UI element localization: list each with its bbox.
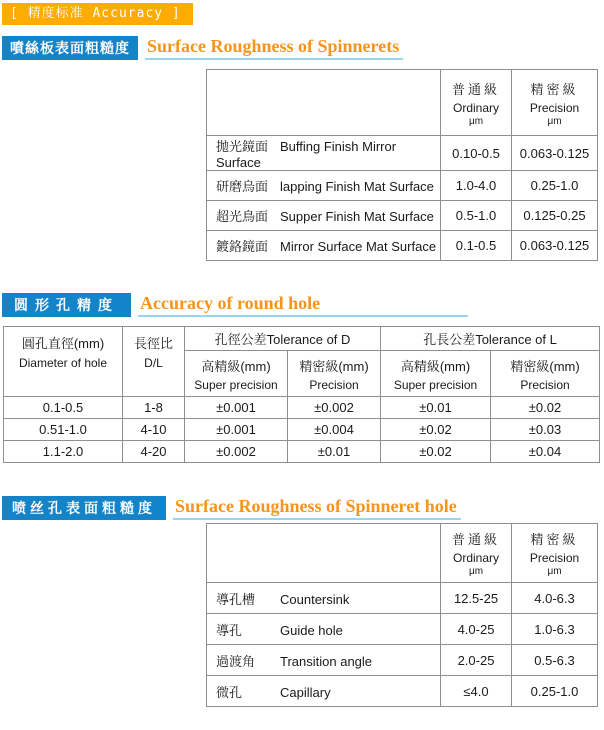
col-precision-en: Precision: [529, 100, 580, 115]
row-label-zh: 拋光鏡面: [216, 139, 269, 154]
row-label-zh: 過渡角: [216, 653, 256, 669]
row-label-zh: 導孔槽: [216, 591, 256, 607]
table-row: [207, 583, 598, 614]
value-precision: 0.25-1.0: [512, 676, 598, 707]
col-ordinary-en: Ordinary: [452, 100, 499, 115]
section-round-hole-title: Accuracy of round hole: [138, 293, 468, 317]
col-diameter-zh: 圓孔直徑(mm): [21, 336, 105, 351]
table-round-hole: [3, 326, 600, 463]
sub-d-super-header: [185, 351, 288, 397]
row-label-cell: [207, 614, 441, 645]
value-precision: 0.063-0.125: [512, 136, 598, 171]
cell-diameter: 1.1-2.0: [4, 441, 123, 463]
row-label-cell: [207, 136, 441, 171]
section-spinneret-hole-badge: 喷丝孔表面粗糙度: [2, 496, 166, 520]
table-header-row: [207, 524, 598, 583]
col-ratio-en: D/L: [144, 356, 163, 370]
cell-d-precision: ±0.01: [288, 441, 381, 463]
value-ordinary: 0.5-1.0: [441, 201, 512, 231]
col-ordinary-header: [441, 70, 512, 136]
section-spinneret-hole-header: [2, 496, 604, 520]
sub-d-precision-en: Precision: [309, 377, 359, 392]
sub-l-super-header: [381, 351, 491, 397]
table-spinneret-surface: [206, 69, 598, 261]
row-label-cell: [207, 171, 441, 201]
table-row: [207, 676, 598, 707]
sub-l-precision-header: [491, 351, 600, 397]
value-precision: 0.5-6.3: [512, 645, 598, 676]
row-label-en: Mirror Surface Mat Surface: [280, 239, 437, 254]
col-precision-zh: 精密級: [530, 532, 579, 547]
row-label-en: Countersink: [280, 591, 350, 607]
sub-l-super-en: Super precision: [393, 377, 478, 392]
section-round-hole-badge: 圆形孔精度: [2, 293, 131, 317]
col-ordinary-en: Ordinary: [452, 551, 499, 565]
table-row: [207, 171, 598, 201]
sub-l-super-zh: 高精級(mm): [400, 358, 471, 374]
cell-l-precision: ±0.02: [491, 397, 600, 419]
sub-d-super-en: Super precision: [194, 377, 278, 392]
value-precision: 4.0-6.3: [512, 583, 598, 614]
col-ratio-zh: 長徑比: [133, 336, 173, 351]
empty-corner-cell: [207, 70, 441, 136]
section-spinneret-surface-header: [2, 36, 604, 60]
table-row: [207, 231, 598, 261]
cell-ratio: 4-10: [123, 419, 185, 441]
table-row: [207, 645, 598, 676]
col-precision-zh: 精密級: [530, 81, 579, 97]
cell-l-super: ±0.01: [381, 397, 491, 419]
sub-l-precision-zh: 精密級(mm): [510, 358, 580, 374]
col-diameter-en: Diameter of hole: [18, 356, 108, 370]
row-label-en: Supper Finish Mat Surface: [280, 209, 434, 224]
table-header-group-row: [4, 327, 600, 351]
cell-d-super: ±0.001: [185, 419, 288, 441]
group-tolerance-d-header: 孔徑公差Tolerance of D: [185, 327, 381, 351]
col-precision-en: Precision: [529, 551, 580, 565]
col-ordinary-header: [441, 524, 512, 583]
value-ordinary: 0.1-0.5: [441, 231, 512, 261]
value-precision: 0.25-1.0: [512, 171, 598, 201]
value-ordinary: 4.0-25: [441, 614, 512, 645]
page-title-banner: [ 精度标准 Accuracy ]: [2, 3, 193, 25]
sub-d-precision-header: [288, 351, 381, 397]
empty-corner-cell: [207, 524, 441, 583]
row-label-cell: [207, 645, 441, 676]
row-label-cell: [207, 231, 441, 261]
value-precision: 1.0-6.3: [512, 614, 598, 645]
row-label-cell: [207, 583, 441, 614]
row-label-zh: 超光鳥面: [216, 209, 269, 224]
table-spinneret-hole: [206, 523, 598, 707]
col-ratio-header: [123, 327, 185, 397]
row-label-zh: 研磨烏面: [216, 179, 269, 194]
section-spinneret-hole-title: Surface Roughness of Spinneret hole: [173, 496, 461, 520]
sub-d-precision-zh: 精密級(mm): [299, 358, 369, 374]
row-label-en: Guide hole: [280, 622, 343, 638]
cell-l-super: ±0.02: [381, 441, 491, 463]
col-precision-unit: μm: [547, 566, 562, 577]
table-row: [207, 201, 598, 231]
cell-l-precision: ±0.03: [491, 419, 600, 441]
table-row: [207, 136, 598, 171]
group-tolerance-l-header: 孔長公差Tolerance of L: [381, 327, 600, 351]
row-label-zh: 導孔: [216, 622, 243, 638]
value-ordinary: 2.0-25: [441, 645, 512, 676]
value-ordinary: 1.0-4.0: [441, 171, 512, 201]
col-ordinary-zh: 普通級: [451, 532, 500, 547]
cell-l-super: ±0.02: [381, 419, 491, 441]
row-label-en: lapping Finish Mat Surface: [280, 179, 434, 194]
row-label-en: Buffing Finish Mirror Surface: [216, 139, 397, 170]
sub-l-precision-en: Precision: [520, 377, 570, 392]
table-header-row: [207, 70, 598, 136]
sub-d-super-zh: 高精級(mm): [201, 358, 271, 374]
cell-diameter: 0.1-0.5: [4, 397, 123, 419]
table-row: [4, 397, 600, 419]
table-row: [207, 614, 598, 645]
cell-d-super: ±0.002: [185, 441, 288, 463]
col-precision-header: [512, 524, 598, 583]
row-label-cell: [207, 201, 441, 231]
row-label-zh: 微孔: [216, 684, 243, 700]
col-ordinary-unit: μm: [468, 566, 484, 577]
col-ordinary-unit: μm: [468, 115, 484, 127]
cell-ratio: 1-8: [123, 397, 185, 419]
value-ordinary: 12.5-25: [441, 583, 512, 614]
cell-l-precision: ±0.04: [491, 441, 600, 463]
section-spinneret-surface-badge: 噴絲板表面粗糙度: [2, 36, 138, 60]
row-label-cell: [207, 676, 441, 707]
cell-ratio: 4-20: [123, 441, 185, 463]
row-label-en: Transition angle: [280, 653, 373, 669]
section-round-hole-header: [2, 293, 604, 317]
cell-d-precision: ±0.002: [288, 397, 381, 419]
col-diameter-header: [4, 327, 123, 397]
row-label-zh: 鍍鉻鏡面: [216, 239, 269, 254]
section-spinneret-surface-title: Surface Roughness of Spinnerets: [145, 36, 403, 60]
cell-diameter: 0.51-1.0: [4, 419, 123, 441]
cell-d-super: ±0.001: [185, 397, 288, 419]
value-precision: 0.125-0.25: [512, 201, 598, 231]
table-row: [4, 419, 600, 441]
value-ordinary: ≤4.0: [441, 676, 512, 707]
value-ordinary: 0.10-0.5: [441, 136, 512, 171]
col-precision-header: [512, 70, 598, 136]
row-label-en: Capillary: [280, 684, 331, 700]
col-ordinary-zh: 普通級: [451, 81, 500, 97]
col-precision-unit: μm: [547, 115, 562, 127]
value-precision: 0.063-0.125: [512, 231, 598, 261]
table-row: [4, 441, 600, 463]
cell-d-precision: ±0.004: [288, 419, 381, 441]
